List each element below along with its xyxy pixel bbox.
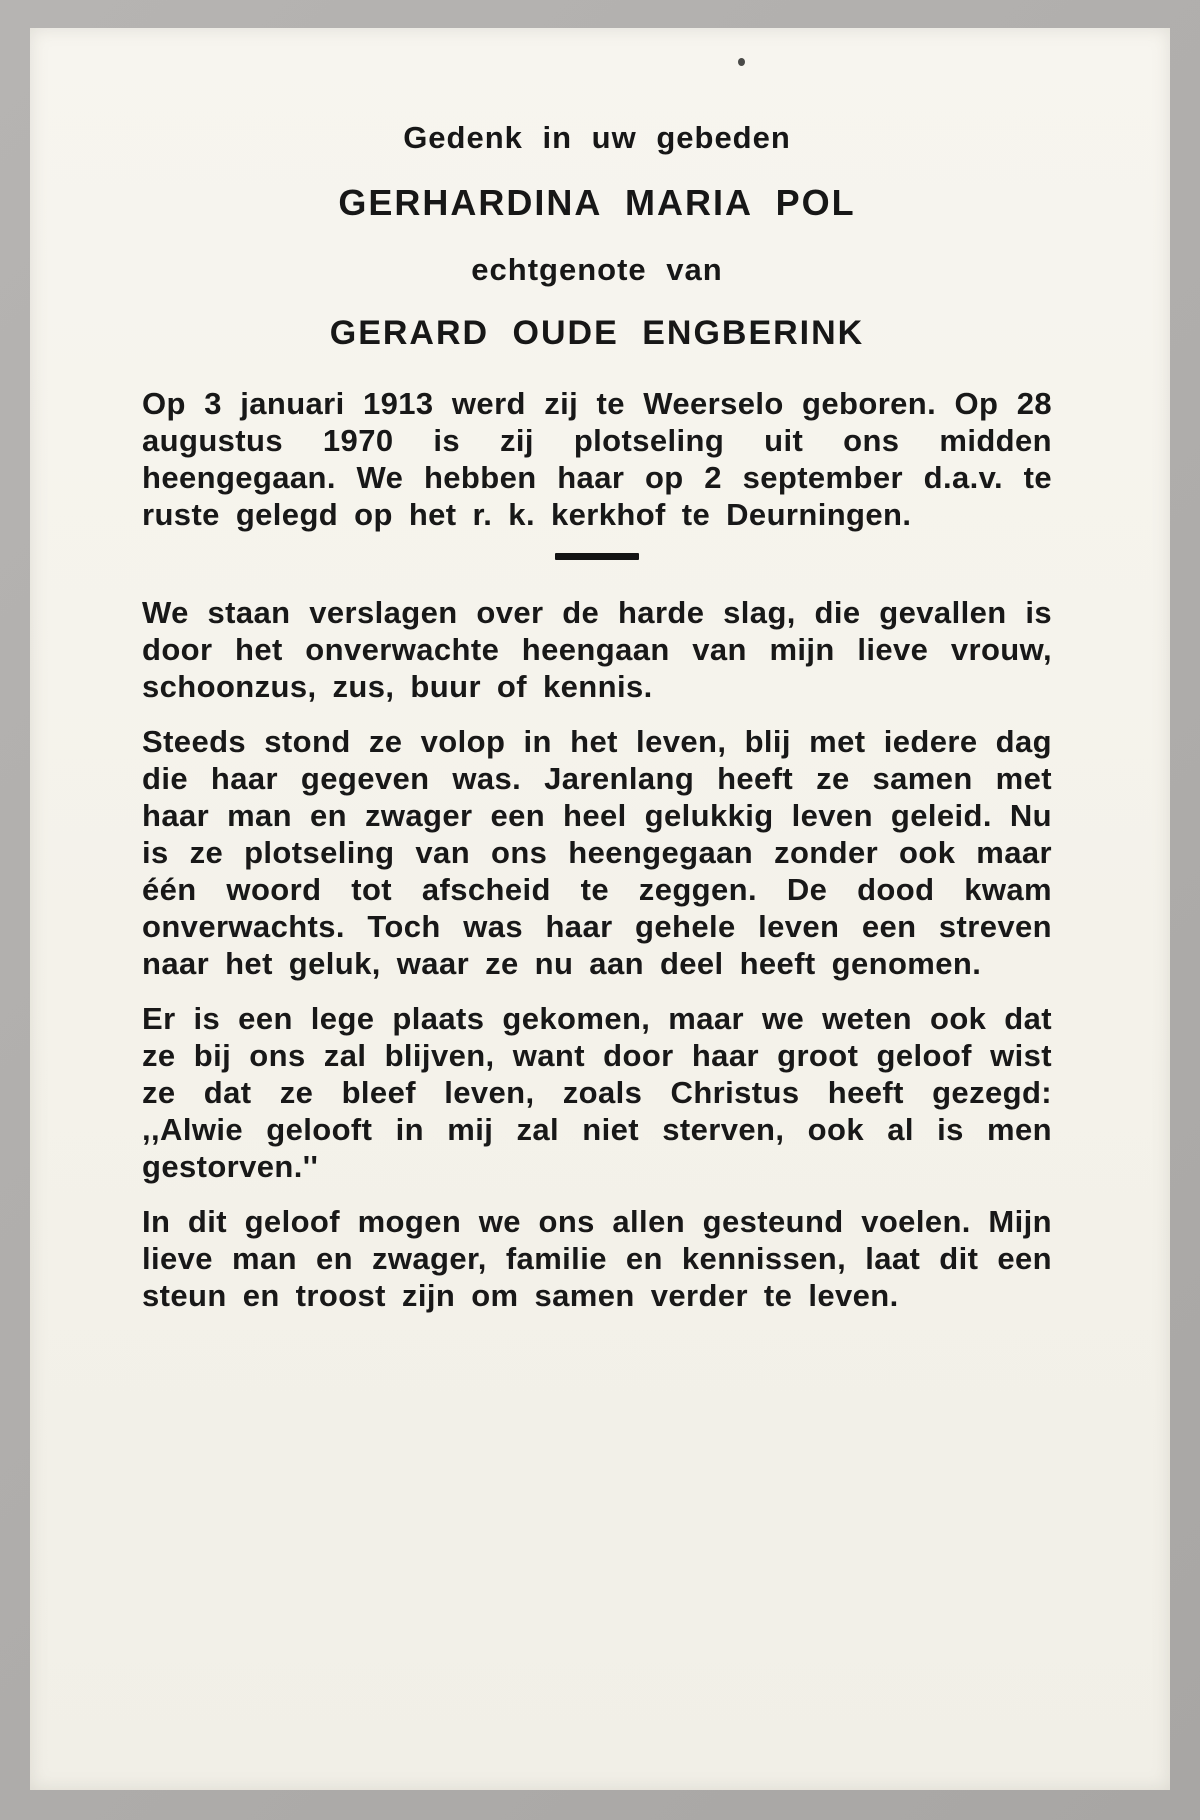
- section-divider: [555, 553, 639, 560]
- memorial-paragraph-3: Er is een lege plaats gekomen, maar we weten ook dat ze bij ons zal blijven, want door haar groot geloof wist ze dat ze bleef leven, zoals Christus heeft gezegd: ,,Alwie gelooft in mij zal niet sterven, ook al is men gestorven.'': [142, 1001, 1052, 1184]
- spouse-name: GERARD OUDE ENGBERINK: [329, 314, 865, 352]
- relation-line: echtgenote van: [471, 252, 723, 287]
- deceased-name: GERHARDINA MARIA POL: [338, 182, 856, 223]
- memorial-paragraph-2: Steeds stond ze volop in het leven, blij met iedere dag die haar gegeven was. Jarenlang heeft ze samen met haar man en zwager een heel gelukkig leven geleid. Nu is ze plotseling van ons heengegaan zonder ook maar één woord tot afscheid te zeggen. De dood kwam onverwachts. Toch was haar gehele leven een streven naar het geluk, waar ze nu aan deel heeft genomen.: [142, 724, 1052, 981]
- life-dates-paragraph: Op 3 januari 1913 werd zij te Weerselo geboren. Op 28 augustus 1970 is zij plotseling uit ons midden heengegaan. We hebben haar op 2 september d.a.v. te ruste gelegd op het r. k. kerkhof te Deurningen.: [142, 386, 1052, 532]
- scan-artifact-dot: [738, 58, 745, 66]
- memorial-paragraph-1: We staan verslagen over de harde slag, die gevallen is door het onverwachte heengaan van mijn lieve vrouw, schoonzus, zus, buur of kennis.: [142, 595, 1052, 704]
- memorial-card: [30, 28, 1170, 1790]
- memorial-paragraph-4: In dit geloof mogen we ons allen gesteund voelen. Mijn lieve man en zwager, familie en kennissen, laat dit een steun en troost zijn om samen verder te leven.: [142, 1204, 1052, 1313]
- prayer-intro-line: Gedenk in uw gebeden: [403, 120, 791, 155]
